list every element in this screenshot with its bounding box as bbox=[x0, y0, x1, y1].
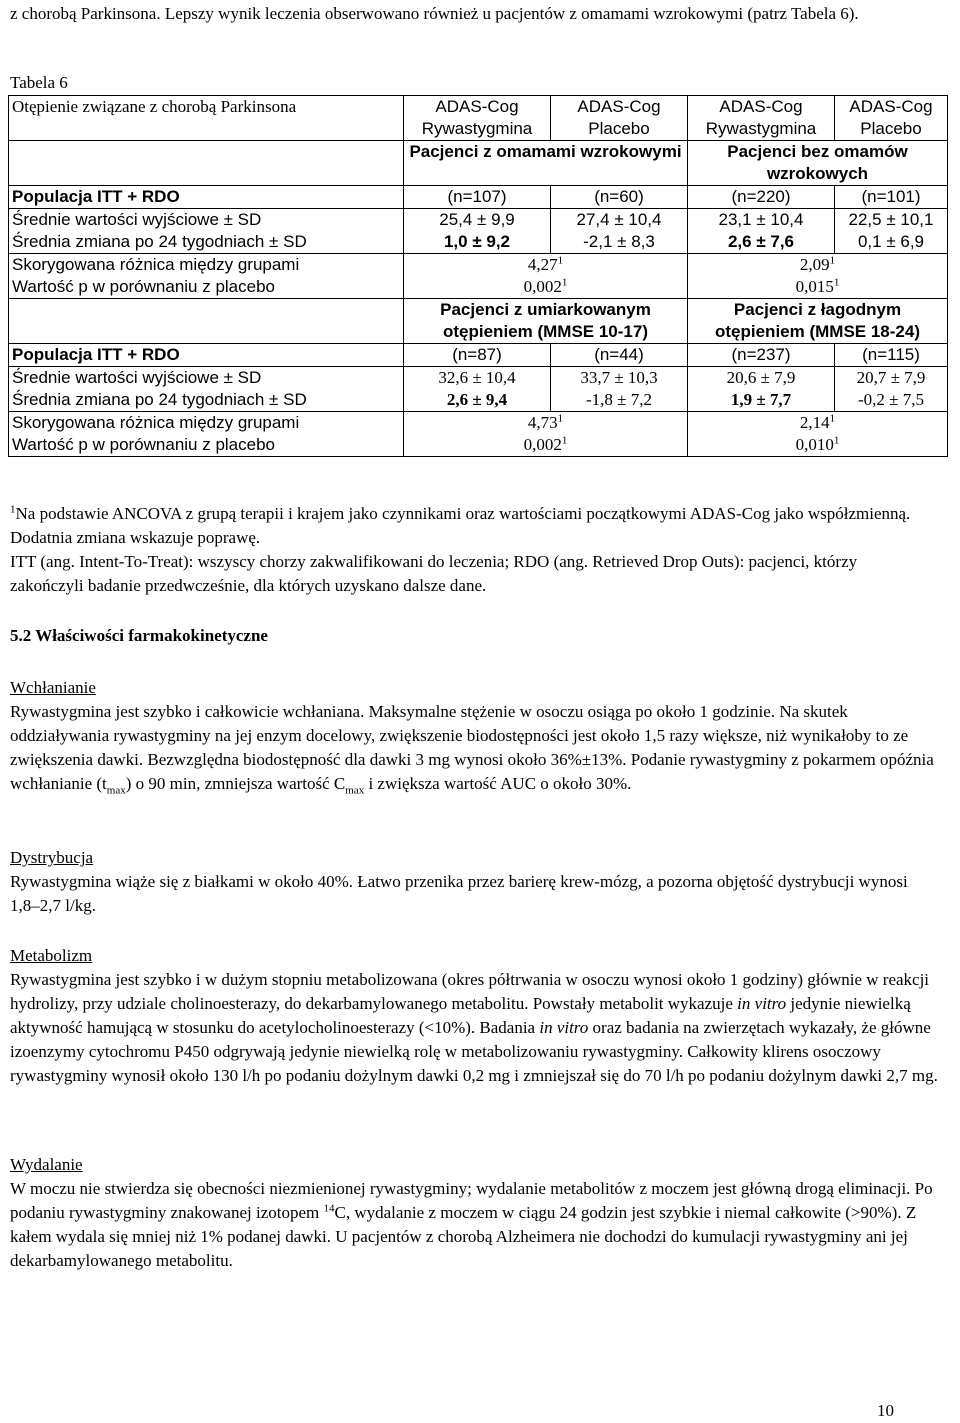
group-header-row bbox=[9, 299, 948, 344]
value-line bbox=[407, 276, 684, 298]
paragraph bbox=[10, 1177, 940, 1273]
cell: (n=115) bbox=[835, 344, 948, 367]
row-label-line: Średnia zmiana po 24 tygodniach ± SD bbox=[12, 232, 307, 251]
cell: (n=44) bbox=[551, 344, 688, 367]
cell bbox=[688, 367, 835, 412]
cell bbox=[688, 209, 835, 254]
empty-cell bbox=[9, 299, 404, 344]
text-run: C, wydalanie z moczem w ciągu 24 godzin jest szybkie i niemal całkowite (>90%). Z kałem wydala się mniej niż 1% podanej dawki. U pacjentów z chorobą Alzheimera nie dochodzi do kumulacji rywastygminy ani jej dekarbamylowanego metabolitu. bbox=[10, 1203, 917, 1270]
value-line bbox=[691, 276, 944, 298]
p-value: 0,015 bbox=[795, 277, 834, 296]
subsection-heading: Metabolizm bbox=[10, 946, 93, 965]
value-line bbox=[691, 412, 944, 434]
cell bbox=[688, 254, 948, 299]
value-line: 1,0 ± 9,2 bbox=[443, 232, 511, 251]
footnote-mark: 1 bbox=[561, 434, 568, 447]
row-label-line: Średnia zmiana po 24 tygodniach ± SD bbox=[12, 390, 307, 409]
cell bbox=[688, 412, 948, 457]
cell: (n=237) bbox=[688, 344, 835, 367]
row-label bbox=[9, 367, 404, 412]
subsection-heading: Wchłanianie bbox=[10, 678, 96, 697]
cell bbox=[404, 254, 688, 299]
cell bbox=[835, 367, 948, 412]
table-row bbox=[9, 254, 948, 299]
paragraph bbox=[10, 700, 940, 796]
value-line bbox=[407, 412, 684, 434]
value-line: 22,5 ± 10,1 bbox=[848, 210, 934, 229]
footnote-text: Na podstawie ANCOVA z grupą terapii i krajem jako czynnikami oraz wartościami początkowymi ADAS-Cog jako współzmienną. Dodatnia zmiana wskazuje poprawę. bbox=[10, 504, 911, 547]
elimination-section bbox=[10, 1153, 940, 1273]
value-line: 33,7 ± 10,3 bbox=[580, 368, 658, 387]
footnote-mark: 1 bbox=[561, 276, 568, 289]
intro-paragraph: z chorobą Parkinsona. Lepszy wynik leczenia obserwowano również u pacjentów z omamami wzrokowymi (patrz Tabela 6). bbox=[10, 4, 859, 23]
superscript: 14 bbox=[323, 1202, 335, 1215]
italic-run: in vitro bbox=[539, 1018, 589, 1037]
cell bbox=[551, 367, 688, 412]
value-line: -1,8 ± 7,2 bbox=[586, 390, 652, 409]
footnote-mark: 1 bbox=[10, 503, 16, 516]
row-label-line: Skorygowana różnica między grupami bbox=[12, 255, 300, 274]
table-row bbox=[9, 186, 948, 209]
header-label: Otępienie związane z chorobą Parkinsona bbox=[9, 96, 404, 141]
value-line: 25,4 ± 9,9 bbox=[439, 210, 515, 229]
subsection-heading: Dystrybucja bbox=[10, 848, 94, 867]
cell bbox=[404, 367, 551, 412]
diff-value: 2,09 bbox=[799, 255, 830, 274]
row-label: Populacja ITT + RDO bbox=[9, 344, 404, 367]
text-run: i zwiększa wartość AUC o około 30%. bbox=[364, 774, 632, 793]
row-label: Populacja ITT + RDO bbox=[9, 186, 404, 209]
value-line: -2,1 ± 8,3 bbox=[583, 232, 655, 251]
value-line: 23,1 ± 10,4 bbox=[718, 210, 804, 229]
value-line: 2,6 ± 7,6 bbox=[727, 232, 795, 251]
group-label: Pacjenci z omamami wzrokowymi bbox=[404, 141, 688, 186]
table-notes bbox=[10, 502, 930, 598]
row-label bbox=[9, 209, 404, 254]
row-label bbox=[9, 254, 404, 299]
value-line: 1,9 ± 7,7 bbox=[730, 390, 792, 409]
diff-value: 2,14 bbox=[799, 413, 830, 432]
table-row bbox=[9, 209, 948, 254]
subscript: max bbox=[345, 784, 365, 797]
row-label-line: Wartość p w porównaniu z placebo bbox=[12, 435, 276, 454]
p-value: 0,002 bbox=[523, 277, 562, 296]
value-line bbox=[691, 434, 944, 456]
row-label-line: Wartość p w porównaniu z placebo bbox=[12, 277, 276, 296]
row-label bbox=[9, 412, 404, 457]
subscript: max bbox=[106, 784, 126, 797]
cell: (n=101) bbox=[835, 186, 948, 209]
col-label: ADAS-Cog Placebo bbox=[551, 96, 688, 141]
paragraph bbox=[10, 968, 940, 1088]
group-header-row bbox=[9, 141, 948, 186]
footnote bbox=[10, 502, 930, 550]
section-title: 5.2 Właściwości farmakokinetyczne bbox=[10, 626, 268, 645]
col-label: ADAS-Cog Placebo bbox=[835, 96, 948, 141]
col-label: ADAS-Cog Rywastygmina bbox=[688, 96, 835, 141]
table-row bbox=[9, 344, 948, 367]
subsection-heading: Wydalanie bbox=[10, 1155, 83, 1174]
footnote-mark: 1 bbox=[557, 412, 564, 425]
group-label: Pacjenci bez omamów wzrokowych bbox=[688, 141, 948, 186]
value-line: 20,7 ± 7,9 bbox=[856, 368, 926, 387]
absorption-section bbox=[10, 676, 940, 796]
value-line: 32,6 ± 10,4 bbox=[438, 368, 516, 387]
footnote-mark: 1 bbox=[833, 434, 840, 447]
group-label: Pacjenci z łagodnym otępieniem (MMSE 18-24) bbox=[688, 299, 948, 344]
cell: (n=220) bbox=[688, 186, 835, 209]
empty-cell bbox=[9, 141, 404, 186]
table-row bbox=[9, 367, 948, 412]
table-row bbox=[9, 412, 948, 457]
cell: (n=107) bbox=[404, 186, 551, 209]
value-line: 2,6 ± 9,4 bbox=[446, 390, 508, 409]
footnote-mark: 1 bbox=[829, 254, 836, 267]
table-header-row bbox=[9, 96, 948, 141]
abbreviations-note: ITT (ang. Intent-To-Treat): wszyscy chorzy zakwalifikowani do leczenia; RDO (ang. Retrieved Drop Outs): pacjenci, którzy zakończyli badanie przedwcześnie, dla których uzyskano dalsze dane. bbox=[10, 552, 858, 595]
footnote-mark: 1 bbox=[833, 276, 840, 289]
text-run: ) o 90 min, zmniejsza wartość C bbox=[125, 774, 346, 793]
row-label-line: Średnie wartości wyjściowe ± SD bbox=[12, 368, 262, 387]
col-label: ADAS-Cog Rywastygmina bbox=[404, 96, 551, 141]
value-line: -0,2 ± 7,5 bbox=[858, 390, 924, 409]
text-run: Rywastygmina jest szybko i całkowicie wchłaniana. Maksymalne stężenie w osoczu osiąga po około 1 godzinie. Na skutek oddziaływania rywastygminy na jej enzym docelowy, zwiększenie biodostępności jest około 1,5 razy większe, niż wynikałoby to ze zwiększenia dawki. Bezwzględna biodostępność dla dawki 3 mg wynosi około 36%±13%. Podanie rywastygminy z pokarmem opóźnia wchłanianie (t bbox=[10, 702, 934, 793]
footnote-mark: 1 bbox=[829, 412, 836, 425]
footnote-mark: 1 bbox=[557, 254, 564, 267]
text-run: oraz badania na zwierzętach wykazały, że główne izoenzymy cytochromu P450 odgrywają jedynie niewielką rolę w metabolizowaniu rywastygminy. Całkowity klirens osoczowy rywastygminy wynosił około 130 l/h po podaniu dożylnym dawki 0,2 mg i zmniejszał się do 70 l/h po podaniu dożylnym dawki 2,7 mg. bbox=[10, 1018, 938, 1085]
cell: (n=87) bbox=[404, 344, 551, 367]
cell bbox=[551, 209, 688, 254]
diff-value: 4,27 bbox=[527, 255, 558, 274]
cell: (n=60) bbox=[551, 186, 688, 209]
value-line: 27,4 ± 10,4 bbox=[576, 210, 662, 229]
value-line: 20,6 ± 7,9 bbox=[726, 368, 796, 387]
p-value: 0,002 bbox=[523, 435, 562, 454]
value-line bbox=[407, 254, 684, 276]
distribution-section bbox=[10, 846, 940, 918]
cell bbox=[404, 412, 688, 457]
value-line bbox=[691, 254, 944, 276]
table-title: Tabela 6 bbox=[10, 73, 68, 92]
italic-run: in vitro bbox=[737, 994, 787, 1013]
paragraph: Rywastygmina wiąże się z białkami w około 40%. Łatwo przenika przez barierę krew-mózg, a pozorna objętość dystrybucji wynosi 1,8–2,7 l/kg. bbox=[10, 872, 908, 915]
text-run: Rywastygmina jest szybko i w dużym stopniu metabolizowana (okres półtrwania w osoczu wynosi około 1 godziny) głównie w reakcji hydrolizy, przy udziale cholinoesterazy, do dekarbamylowanego metabolitu. Powstały metabolit wykazuje bbox=[10, 970, 930, 1013]
value-line bbox=[407, 434, 684, 456]
row-label-line: Skorygowana różnica między grupami bbox=[12, 413, 300, 432]
text-run: W moczu nie stwierdza się obecności niezmienionej rywastygminy; wydalanie metabolitów z moczem jest główną drogą eliminacji. Po podaniu rywastygminy znakowanej izotopem bbox=[10, 1179, 933, 1222]
results-table bbox=[8, 95, 948, 457]
cell bbox=[835, 209, 948, 254]
text-run: jedynie niewielką aktywność hamującą w stosunku do acetylocholinoesterazy (<10%). Badania bbox=[10, 994, 911, 1037]
value-line: 0,1 ± 6,9 bbox=[857, 232, 925, 251]
p-value: 0,010 bbox=[795, 435, 834, 454]
metabolism-section bbox=[10, 944, 940, 1088]
row-label-line: Średnie wartości wyjściowe ± SD bbox=[12, 210, 262, 229]
page-number: 10 bbox=[877, 1401, 894, 1420]
cell bbox=[404, 209, 551, 254]
diff-value: 4,73 bbox=[527, 413, 558, 432]
group-label: Pacjenci z umiarkowanym otępieniem (MMSE 10-17) bbox=[404, 299, 688, 344]
